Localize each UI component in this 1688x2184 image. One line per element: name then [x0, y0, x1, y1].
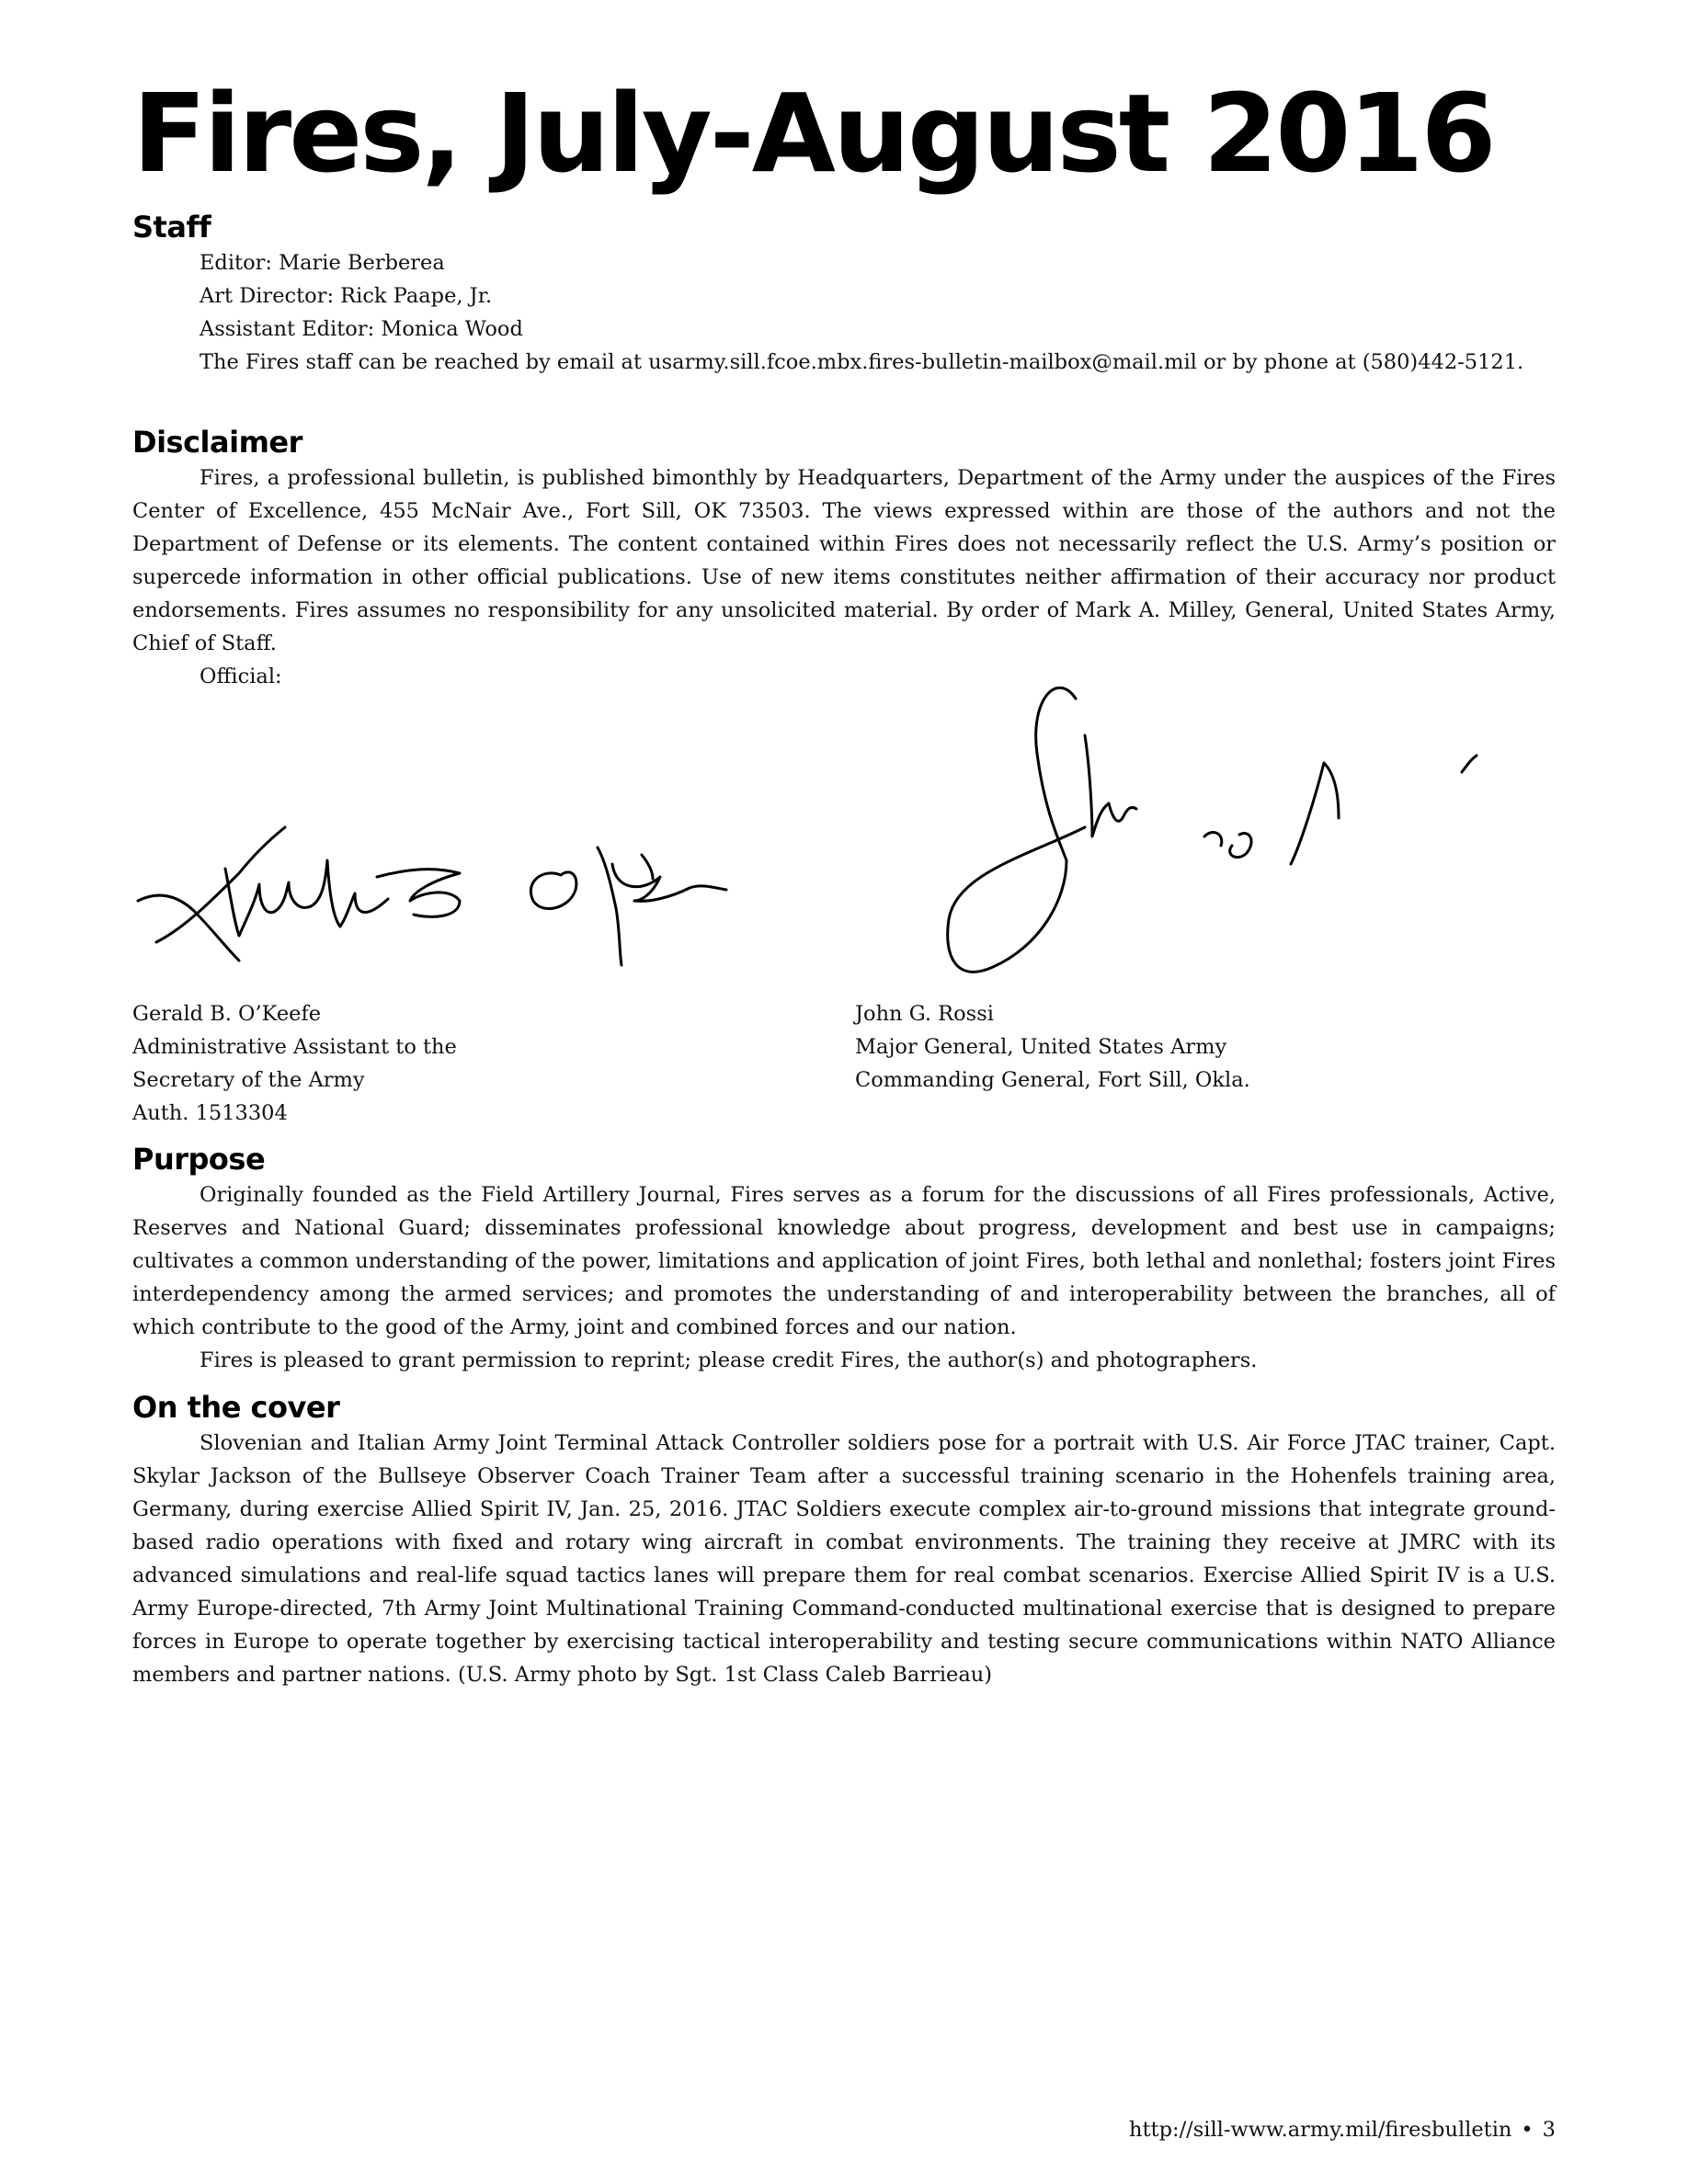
disclaimer-heading: Disclaimer	[132, 425, 302, 460]
footer-url: http://sill-www.army.mil/firesbulletin	[1129, 2118, 1512, 2142]
cover-body: Slovenian and Italian Army Joint Terminal Attack Controller soldiers pose for a portrait with U.S. Air Force JTAC trainer, Capt. Skylar Jackson of the Bullseye Observer Coach Trainer Team after a successful training scenario in the Hohenfels training area, Germany, during exercise Allied Spirit IV, Jan. 25, 2016. JTAC Soldiers execute complex air-to-ground missions that integrate ground-based radio operations with fixed and rotary wing aircraft in combat environments. The training they receive at JMRC with its advanced simulations and real-life squad tactics lanes will prepare them for real combat scenarios. Exercise Allied Spirit IV is a U.S. Army Europe-directed, 7th Army Joint Multinational Training Command-conducted multinational exercise that is designed to prepare forces in Europe to operate together by exercising tactical interoperability and testing secure communications within NATO Alliance members and partner nations. (U.S. Army photo by Sgt. 1st Class Caleb Barrieau)	[132, 1431, 1556, 1687]
staff-heading: Staff	[132, 210, 211, 245]
cover-heading: On the cover	[132, 1390, 340, 1425]
page-number: 3	[1542, 2118, 1556, 2142]
signature-rossi	[929, 680, 1499, 984]
staff-assistant-editor: Assistant Editor: Monica Wood	[200, 317, 523, 341]
signatory-right-name: John G. Rossi	[855, 1002, 994, 1026]
cover-section	[132, 1388, 1556, 1691]
purpose-body: Originally founded as the Field Artillery Journal, Fires serves as a forum for the discussions of all Fires professionals, Active, Reserves and National Guard; disseminates professional knowledge about progress, development and best use in campaigns; cultivates a common understanding of the power, limitations and application of joint Fires, both lethal and nonlethal; fosters joint Fires interdependency among the armed services; and promotes the understanding of and interoperability between the branches, all of which contribute to the good of the Army, joint and combined forces and our nation.	[132, 1183, 1556, 1339]
purpose-heading: Purpose	[132, 1142, 266, 1177]
signatory-left	[132, 997, 457, 1130]
disclaimer-body: Fires, a professional bulletin, is published bimonthly by Headquarters, Department of the Army under the auspices of the Fires Center of Excellence, 455 McNair Ave., Fort Sill, OK 73503. The views expressed within are those of the authors and not the Department of Defense or its elements. The content contained within Fires does not necessarily reflect the U.S. Army’s position or supercede information in other official publications. Use of new items constitutes neither affirmation of their accuracy nor product endorsements. Fires assumes no responsibility for any unsolicited material. By order of Mark A. Milley, General, United States Army, Chief of Staff.	[132, 466, 1556, 655]
purpose-section	[132, 1140, 1556, 1377]
signatory-left-name: Gerald B. O’Keefe	[132, 1002, 322, 1026]
disclaimer-official: Official:	[200, 665, 282, 688]
signatory-right-title-2: Commanding General, Fort Sill, Okla.	[855, 1068, 1250, 1092]
page-footer	[1129, 2118, 1556, 2142]
purpose-reprint: Fires is pleased to grant permission to reprint; please credit Fires, the author(s) and photographers.	[200, 1348, 1258, 1372]
signatory-right	[855, 997, 1250, 1097]
signatory-left-title-1: Administrative Assistant to the	[132, 1035, 457, 1059]
footer-separator: •	[1521, 2118, 1534, 2142]
staff-art-director: Art Director: Rick Paape, Jr.	[200, 284, 493, 308]
signature-okeefe	[138, 827, 781, 984]
staff-section	[132, 208, 1556, 379]
staff-contact: The Fires staff can be reached by email at usarmy.sill.fcoe.mbx.fires-bulletin-mailbox@mail.mil or by phone at (580)442-5121.	[200, 350, 1524, 374]
signatory-left-auth: Auth. 1513304	[132, 1101, 288, 1125]
staff-editor: Editor: Marie Berberea	[200, 251, 445, 275]
signatory-right-title-1: Major General, United States Army	[855, 1035, 1227, 1059]
page-title: Fires, July-August 2016	[132, 70, 1494, 197]
signatory-left-title-2: Secretary of the Army	[132, 1068, 365, 1092]
disclaimer-section	[132, 423, 1556, 693]
